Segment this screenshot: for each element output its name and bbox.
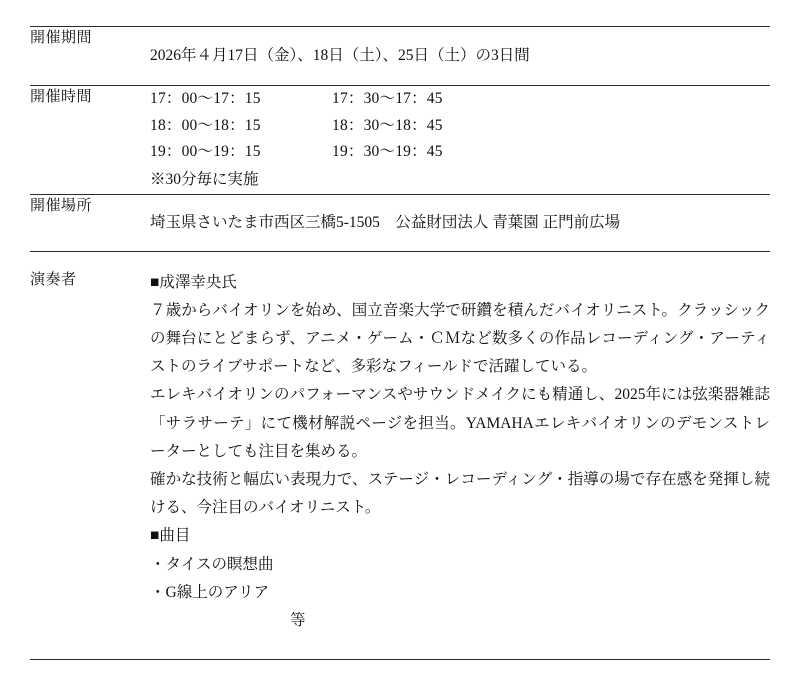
time-slot-5: 19：00〜19：15 [150,143,261,161]
row-label-period: 開催期間 [30,30,93,46]
table-row-performer [30,251,770,660]
program-heading: ■曲目 [150,527,191,545]
row-value-place: 埼玉県さいたま市西区三橋5-1505 公益財団法人 青葉園 正門前広場 [150,213,621,231]
program-item: ・タイスの瞑想曲 [150,555,274,573]
time-slot-6: 19：30〜19：45 [332,143,443,161]
time-slot-2: 17：30〜17：45 [332,90,443,108]
program-etc: 等 [290,612,306,630]
time-slot-row [150,86,770,113]
row-value-time [150,86,770,195]
time-slot-row [150,113,770,140]
performer-bio-paragraph-1: ７歳からバイオリンを始め、国立音楽大学で研鑽を積んだバイオリニスト。クラッシックの舞台にとどまらず、アニメ・ゲーム・ＣＭなど数多くの作品レコーディング・アーティストのライブサポートなど、多彩なフィールドで活躍している。 [150,301,770,376]
time-slot-3: 18：00〜18：15 [150,116,261,134]
row-label-place: 開催場所 [30,197,93,214]
row-value-period: 2026年４月17日（金）、18日（土）、25日（土）の3日間 [150,47,530,64]
table-row-period [30,27,770,86]
time-slot-list [150,86,770,194]
program-item: ・G線上のアリア [150,583,270,601]
table-row-place [30,194,770,251]
row-label-performer: 演奏者 [30,271,77,288]
performer-bio-paragraph-2: エレキバイオリンのパフォーマンスやサウンドメイクにも精通し、2025年には弦楽器雑誌「サラサーテ」にて機材解説ページを担当。YAMAHAエレキバイオリンのデモンストレーターとしても注目を集める。 [150,386,770,460]
performer-details [150,269,770,636]
time-slot-4: 18：30〜18：45 [332,116,443,134]
performer-bio-paragraph-3: 確かな技術と幅広い表現力で、ステージ・レコーディング・指導の場で存在感を発揮し続ける、今注目のバイオリニスト。 [150,471,770,517]
row-value-performer [150,251,770,660]
event-info-table [30,26,770,660]
performer-name-heading: ■成澤幸央氏 [150,273,237,291]
row-label-time: 開催時間 [30,89,93,106]
time-slot-1: 17：00〜17：15 [150,90,261,108]
time-slot-row [150,139,770,166]
time-note: ※30分毎に実施 [150,170,259,188]
table-row-time [30,86,770,195]
